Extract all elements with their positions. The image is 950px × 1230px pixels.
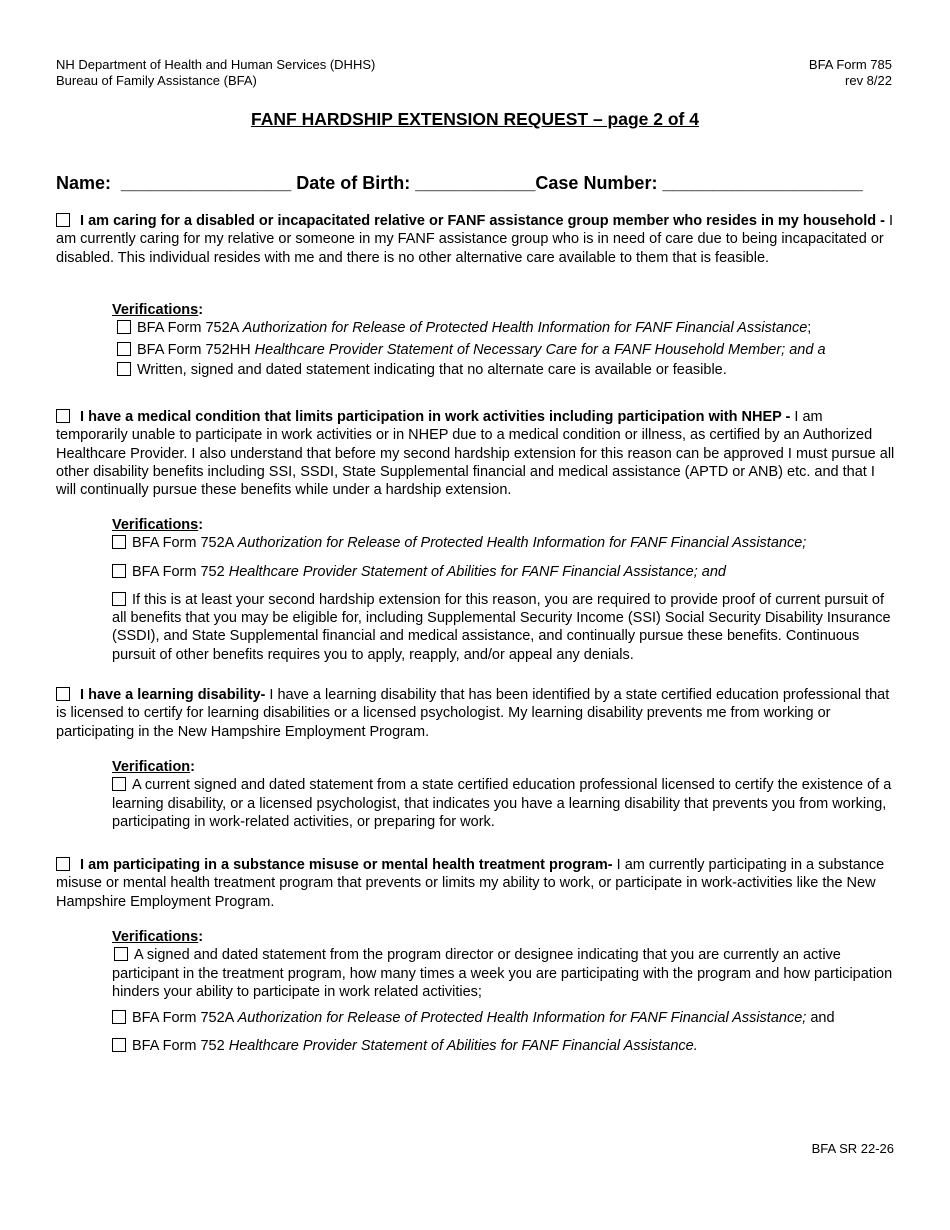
verification-item: BFA Form 752A Authorization for Release of Protected Health Information for FANF Financial Assistance; and — [112, 1009, 897, 1027]
verification-checkbox[interactable] — [117, 320, 131, 334]
caregiver-checkbox[interactable] — [56, 213, 70, 227]
caregiver-body: I am currently caring for my relative or someone in my FANF assistance group who is in need of care due to being incapacitated or disabled. This individual resides with me and there is no other alternative care available to them that is feasible. — [56, 213, 894, 266]
learning-body: I have a learning disability that has been identified by a state certified education professional that is licensed to certify for learning disabilities or a licensed psychologist. My learning disability prevents me from working or participating in the New Hampshire Employment Program. — [56, 687, 890, 740]
learning-heading: I have a learning disability- — [80, 687, 266, 703]
verification-checkbox[interactable] — [114, 947, 128, 961]
treatment-verifications: Verifications: A signed and dated statement from the program director or designee indicating that you are currently an active participant in the treatment program, how many times a week you are participating with the program and how participation hinders your ability to participate in work related activities; BFA Form 752A Authorization for Release of Protected Health Information for FANF Financial Assistance; and BFA Form 752 Healthcare Provider Statement of Abilities for FANF Financial Assistance. — [112, 928, 897, 1056]
medical-verifications: Verifications: BFA Form 752A Authorization for Release of Protected Health Information for FANF Financial Assistance; BFA Form 752 Healthcare Provider Statement of Abilities for FANF Financial Assistance; and If this is at least your second hardship extension for this reason, you are required to provide proof of current pursuit of all benefits that you may be eligible for, including Supplemental Security Income (SSI) Social Security Disability Insurance (SSDI), and State Supplemental financial and medical assistance, and continually pursue these benefits. Continuous pursuit of other benefits requires you to apply, reapply, and/or appeal any denials. — [112, 516, 897, 664]
form-footer-code: BFA SR 22-26 — [811, 1141, 894, 1156]
verification-checkbox[interactable] — [112, 1010, 126, 1024]
case-number-field[interactable]: ____________________ — [662, 173, 863, 193]
dob-field[interactable]: ____________ — [415, 173, 536, 193]
section-caregiver — [56, 212, 896, 267]
agency-line-1: NH Department of Health and Human Services (DHHS) — [56, 57, 376, 72]
name-label: Name: — [56, 173, 112, 193]
verification-checkbox[interactable] — [112, 1038, 126, 1052]
caregiver-verifications: Verifications: BFA Form 752A Authorization for Release of Protected Health Information for FANF Financial Assistance; BFA Form 752HH Healthcare Provider Statement of Necessary Care for a FANF Household Member; and a Written, signed and dated statement indicating that no alternate care is available or feasible. — [112, 301, 897, 379]
caregiver-heading: I am caring for a disabled or incapacitated relative or FANF assistance group member who resides in my household - — [80, 213, 886, 229]
verification-item: BFA Form 752 Healthcare Provider Statement of Abilities for FANF Financial Assistance. — [112, 1037, 897, 1055]
verification-item: A signed and dated statement from the program director or designee indicating that you are currently an active participant in the treatment program, how many times a week you are participating with the program and how participation hinders your ability to participate in work related activities; — [112, 947, 893, 1000]
verification-checkbox[interactable] — [112, 564, 126, 578]
treatment-checkbox[interactable] — [56, 857, 70, 871]
verification-checkbox[interactable] — [112, 592, 126, 606]
form-number: BFA Form 785 — [808, 57, 892, 72]
verification-item: If this is at least your second hardship extension for this reason, you are required to provide proof of current pursuit of all benefits that you may be eligible for, including Supplemental Security Income (SSI) Social Security Disability Insurance (SSDI), and State Supplemental financial and medical assistance, and continually pursue these benefits. Continuous pursuit of other benefits requires you to apply, reapply, and/or appeal any denials. — [112, 591, 891, 663]
verification-item: BFA Form 752 Healthcare Provider Statement of Abilities for FANF Financial Assistance; and — [112, 563, 897, 581]
name-field[interactable]: _________________ — [121, 173, 292, 193]
form-id-header — [809, 57, 892, 89]
verification-item: BFA Form 752A Authorization for Release of Protected Health Information for FANF Financial Assistance; — [112, 534, 897, 552]
verification-heading: Verification — [112, 759, 191, 775]
section-medical-condition — [56, 408, 896, 499]
verification-checkbox[interactable] — [117, 362, 131, 376]
verification-item: BFA Form 752HH Healthcare Provider Statement of Necessary Care for a FANF Household Member; and a — [117, 341, 897, 359]
treatment-heading: I am participating in a substance misuse or mental health treatment program- — [80, 857, 613, 873]
verification-item: Written, signed and dated statement indicating that no alternate care is available or feasible. — [117, 361, 897, 379]
section-treatment-program — [56, 856, 896, 911]
form-revision: rev 8/22 — [845, 73, 892, 88]
medical-heading: I have a medical condition that limits participation in work activities including participation with NHEP - — [80, 409, 791, 425]
verifications-heading: Verifications — [112, 517, 199, 533]
treatment-body: I am currently participating in a substance misuse or mental health treatment program that prevents or limits my ability to work, or participate in work-activities like the New Hampshire Employment Program. — [56, 857, 885, 910]
verification-checkbox[interactable] — [112, 777, 126, 791]
verifications-heading: Verifications — [112, 929, 199, 945]
case-number-label: Case Number: — [535, 173, 658, 193]
verification-item: BFA Form 752A Authorization for Release of Protected Health Information for FANF Financial Assistance; — [117, 319, 897, 337]
agency-line-2: Bureau of Family Assistance (BFA) — [56, 73, 257, 88]
verification-checkbox[interactable] — [112, 535, 126, 549]
dob-label: Date of Birth: — [296, 173, 411, 193]
page-title: FANF HARDSHIP EXTENSION REQUEST – page 2 of 4 — [251, 109, 699, 129]
verifications-heading: Verifications — [112, 302, 199, 318]
medical-checkbox[interactable] — [56, 409, 70, 423]
section-learning-disability — [56, 686, 896, 741]
applicant-info-row — [56, 173, 896, 194]
agency-header — [56, 57, 375, 89]
verification-item: A current signed and dated statement from a state certified education professional licensed to certify the existence of a learning disability, or a licensed psychologist, that indicates you have a learning disability that prevents you from working, participating in work-related activities, or preparing for work. — [112, 777, 892, 830]
medical-body: I am temporarily unable to participate in work activities or in NHEP due to a medical condition or illness, as certified by an Authorized Healthcare Provider. I also understand that before my second hardship extension for this reason can be approved I must pursue all other disability benefits including SSI, SSDI, State Supplemental financial and medical assistance (APTD or ANB) etc. and that I will continually pursue these benefits while under a hardship extension. — [56, 409, 895, 499]
verification-checkbox[interactable] — [117, 342, 131, 356]
learning-verifications: Verification: A current signed and dated statement from a state certified education professional licensed to certify the existence of a learning disability, or a licensed psychologist, that indicates you have a learning disability that prevents you from working, participating in work-related activities, or preparing for work. — [112, 758, 897, 831]
learning-checkbox[interactable] — [56, 687, 70, 701]
